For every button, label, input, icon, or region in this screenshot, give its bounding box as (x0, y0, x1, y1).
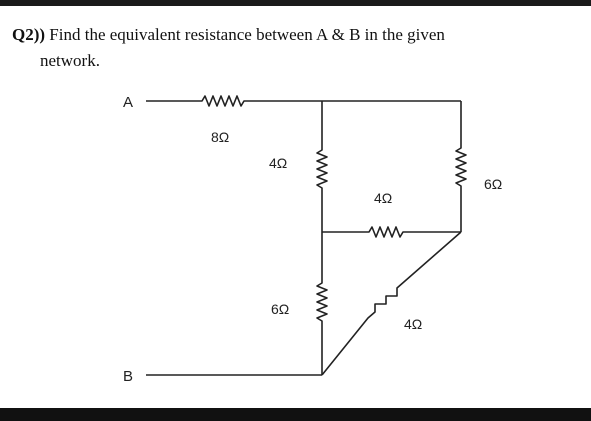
resistor-4-ohm-middle-label: 4Ω (374, 190, 393, 206)
resistor-4-ohm-diagonal-label: 4Ω (404, 316, 423, 332)
wire-diagonal (322, 232, 461, 375)
question-line-1: Find the equivalent resistance between A & B in the given (49, 25, 445, 44)
resistor-6-ohm-right-label: 6Ω (484, 176, 503, 192)
wire-left-lower (317, 232, 327, 375)
wire-left-upper (317, 101, 327, 232)
wire-a-to-top (146, 96, 461, 106)
wire-right (456, 101, 466, 232)
node-a-label: A (123, 94, 134, 111)
node-b-label: B (123, 368, 134, 385)
resistor-6-ohm-left-label: 6Ω (271, 301, 290, 317)
resistor-8-ohm-label: 8Ω (211, 129, 230, 145)
wire-middle (322, 227, 461, 237)
question-number: Q2)) (12, 25, 46, 44)
bottom-border (0, 408, 591, 421)
resistor-4-ohm-left-label: 4Ω (269, 155, 288, 171)
question-line-2: network. (40, 51, 100, 70)
